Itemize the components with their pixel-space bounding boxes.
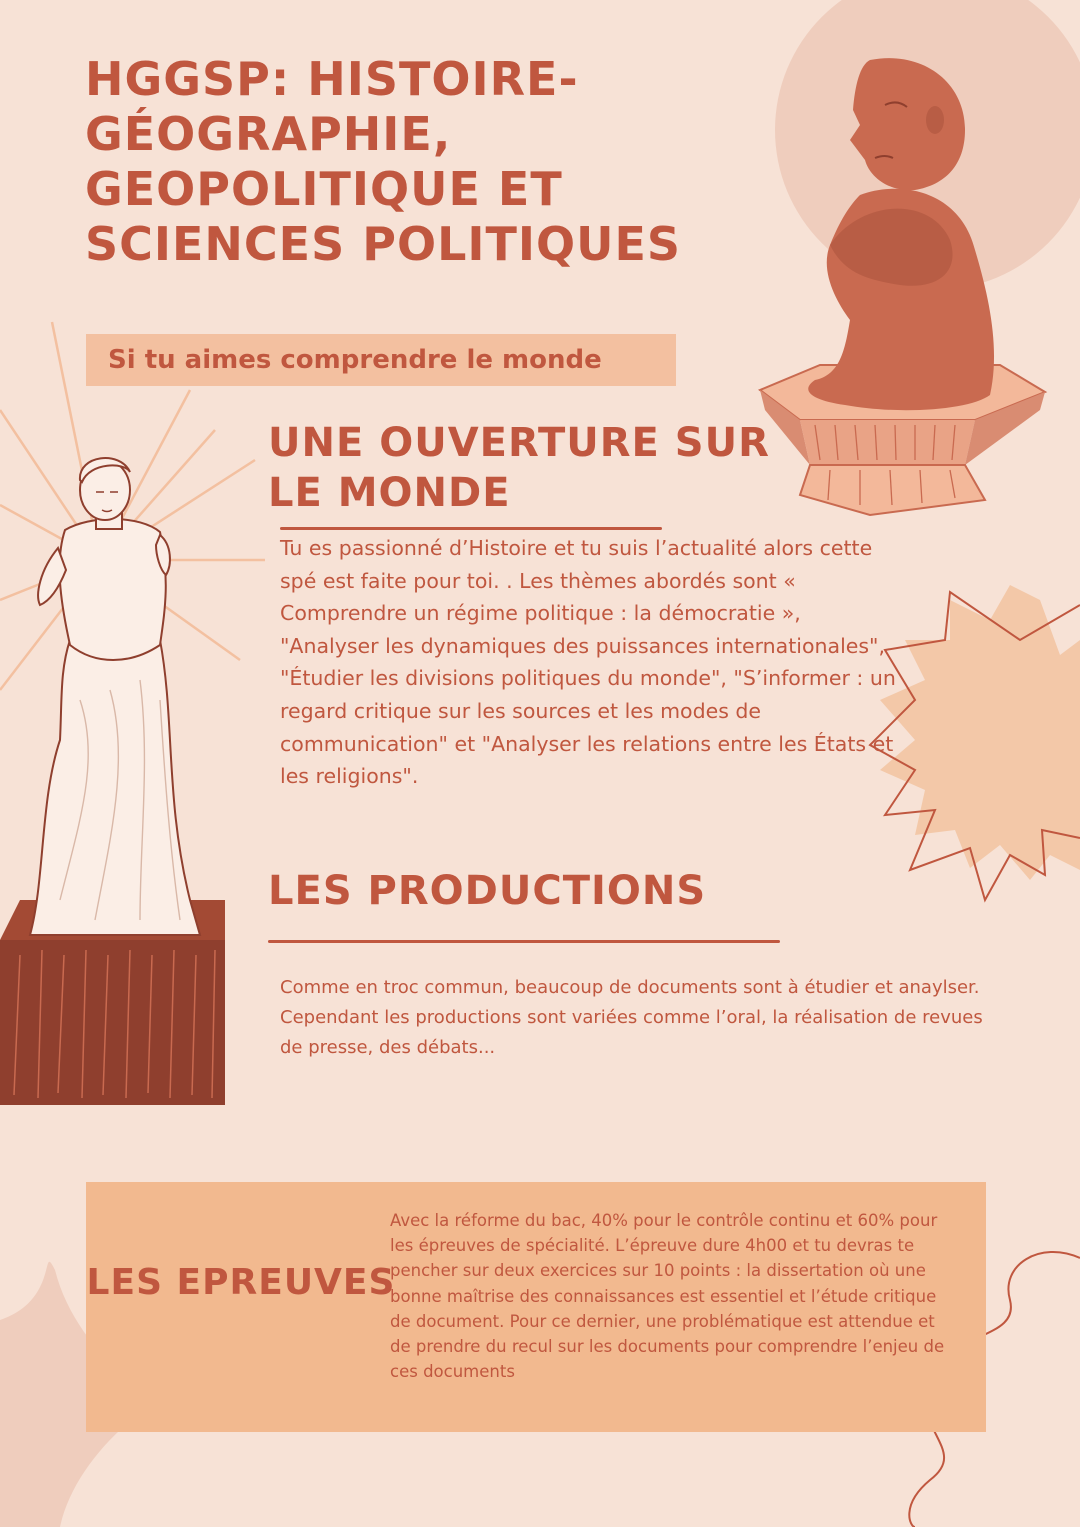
divider [280, 527, 662, 530]
section-heading-productions: LES PRODUCTIONS [268, 868, 707, 914]
section-text-productions: Comme en troc commun, beaucoup de documents sont à étudier et anaylser. Cependant les productions sont variées comme l’oral, la réalisation de revues de presse, des débats... [280, 977, 983, 1058]
page-title: HGGSP: HISTOIRE-GÉOGRAPHIE, GEOPOLITIQUE ET SCIENCES POLITIQUES [85, 52, 681, 271]
section-heading-ouverture: UNE OUVERTURE SUR LE MONDE [268, 420, 770, 516]
section-text-epreuves: Avec la réforme du bac, 40% pour le contrôle continu et 60% pour les épreuves de spécialité. L’épreuve dure 4h00 et tu devras te pencher sur deux exercices sur 10 points : la dissertation où une bonne maîtrise des connaissances est essentiel et l’étude critique de document. Pour ce dernier, une problématique est attendue et de prendre du recul sur les documents pour comprendre l’enjeu de ces documents [390, 1211, 945, 1382]
divider [268, 940, 780, 943]
tagline: Si tu aimes comprendre le monde [108, 345, 602, 375]
starburst-icon [880, 585, 1080, 880]
tagline-box [86, 334, 676, 386]
epreuves-box [86, 1182, 986, 1432]
section-text-ouverture: Tu es passionné d’Histoire et tu suis l’actualité alors cette spé est faite pour toi. . Les thèmes abordés sont « Comprendre un régime politique : la démocratie », "Analyser les dynamiques des puissances internationales", "Étudier les divisions politiques du monde", "S’informer : un regard critique sur les sources et les modes de communication" et "Analyser les relations entre les États et les religions". [280, 536, 896, 789]
section-heading-epreuves: LES EPREUVES [86, 1262, 396, 1303]
venus-statue-icon [0, 458, 225, 1105]
